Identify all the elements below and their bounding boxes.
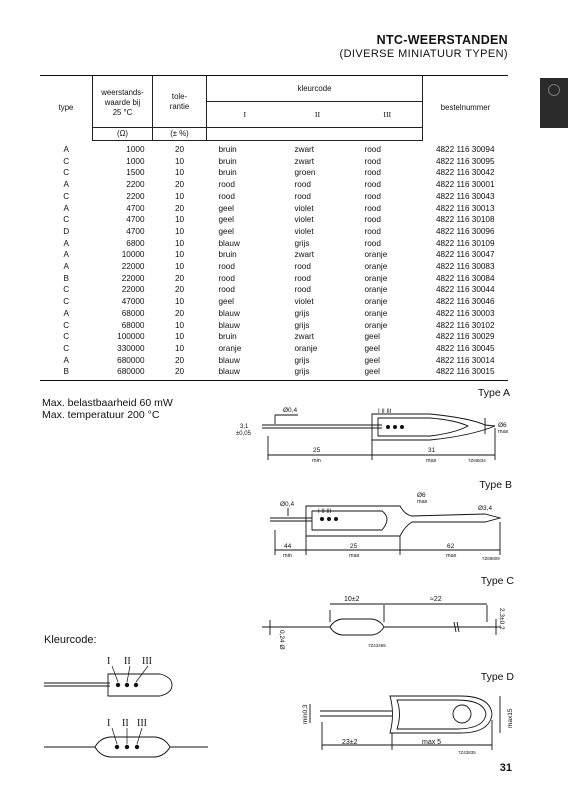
cell-c2: rood [294,273,311,283]
cell-tol: 10 [174,332,185,342]
cell-tol: 20 [174,180,185,190]
cell-tol: 20 [153,366,207,380]
cell-tol: 20 [174,145,185,154]
type-c-len2: ≈22 [430,596,442,603]
type-b-code: 7Z69809 [482,556,500,561]
cell-c2: rood [294,180,311,190]
cell-c1: rood [218,273,235,283]
cell-type: A [63,203,69,213]
cell-nr: 4822 116 30044 [435,285,495,295]
cell-nr: 4822 116 30102 [435,320,495,330]
cell-c1: bruin [218,332,237,342]
type-d-body [390,696,492,733]
type-a-code: 7Z69834 [468,458,486,463]
cell-value: 22000 [121,285,145,295]
cell-nr: 4822 116 30003 [435,308,495,318]
cell-nr: 4822 116 30045 [435,343,495,353]
cell-c2: violet [294,203,314,213]
type-a-thickness: 3,1 [240,424,249,430]
cell-tol: 10 [174,226,185,236]
cell-type: C [63,332,70,342]
cell-value: 4700 [126,226,145,236]
type-c-wire-dia: 0,24 Ø [278,630,285,650]
cell-c2: grijs [283,366,353,380]
cell-value: 2200 [126,191,145,201]
cell-tol: 20 [174,355,185,365]
cell-c3: oranje [364,320,388,330]
cell-c1: geel [218,215,234,225]
kleur-c-band-3: III [137,718,147,729]
cell-nr: 4822 116 30094 [435,144,495,154]
type-a-thickness-tol: ±0,05 [236,431,251,437]
type-a-body-dia: Ø6 [498,422,507,429]
tolerance-header-line: rantie [169,101,190,111]
cell-type: A [63,250,69,260]
cell-type: C [63,285,70,295]
resistance-header-line: 25 °C [112,108,133,117]
type-a-label: Type A [477,387,510,399]
kleur-c-dot [135,745,139,749]
cell-value: 22000 [121,262,145,272]
col-header-band-1: I [207,102,283,128]
cell-type: C [63,297,70,307]
cell-c1: oranje [218,343,242,353]
cell-value: 1000 [126,145,145,154]
col-header-type: type [40,76,93,141]
cell-value: 680000 [117,355,145,365]
spec-max-temp: Max. temperatuur 200 °C [42,409,160,421]
type-a-len2-q: max [426,458,437,464]
cell-c2: grijs [294,320,310,330]
cell-c2: zwart [294,250,315,260]
cell-c1: blauw [218,238,240,248]
type-a-inner [378,418,468,436]
type-a-wire-dia: Ø0,4 [283,407,298,414]
col-header-resistance-unit: (Ω) [93,128,153,141]
cell-tol: 10 [174,250,185,260]
cell-tol: 10 [174,156,185,166]
type-d-len1: 23±2 [342,739,358,746]
cell-c1: bruin [218,250,237,260]
kleur-a-band-3: III [142,656,152,667]
type-a-body-dia-q: max [498,429,509,435]
cell-nr: 4822 116 30047 [435,250,495,260]
cell-c3: geel [364,355,380,365]
cell-c3: rood [364,215,381,225]
cell-c1: bruin [218,168,237,178]
cell-c1: blauw [218,355,240,365]
type-d-len2: max 5 [422,739,442,746]
cell-tol: 20 [174,285,185,295]
type-b-dot [320,517,324,521]
cell-value: 1000 [126,156,145,166]
cell-value: 1500 [126,168,145,178]
cell-type: A [63,180,69,190]
cell-value: 10000 [121,250,145,260]
type-b-len2: 25 [350,543,358,550]
tolerance-header-line: tole- [171,91,188,101]
cell-tol: 10 [174,262,185,272]
cell-type: A [63,262,69,272]
type-d-width: max15 [507,708,514,728]
type-c-len1: 10±2 [344,596,360,603]
cell-type: C [63,156,70,166]
cell-c1: geel [218,297,234,307]
cell-value: 4700 [126,215,145,225]
cell-c3: geel [353,366,423,380]
cell-c3: rood [364,191,381,201]
cell-type: C [63,215,70,225]
cell-c2: oranje [294,343,318,353]
cell-value: 22000 [121,273,145,283]
cell-nr: 4822 116 30013 [435,203,495,213]
cell-type: B [40,366,93,380]
cell-c1: blauw [218,320,240,330]
cell-c1: rood [218,262,235,272]
kleur-c-band-1: I [107,718,111,729]
type-b-len3-q: max [446,553,457,559]
cell-c1: blauw [218,308,240,318]
cell-c1: rood [218,285,235,295]
cell-value: 68000 [121,308,145,318]
type-b-body [306,506,500,536]
kleur-c-dot [125,745,129,749]
cell-tol: 20 [174,273,185,283]
cell-c2: grijs [294,238,310,248]
type-a-len1: 25 [313,447,321,454]
cell-value: 330000 [117,343,145,353]
cell-value: 2200 [126,180,145,190]
cell-c3: rood [364,168,381,178]
cell-c3: oranje [364,308,388,318]
cell-c3: oranje [364,250,388,260]
type-b-dot [334,517,338,521]
cell-type: D [63,226,70,236]
cell-value: 680000 [93,366,153,380]
cell-c1: blauw [207,366,283,380]
cell-c1: rood [218,191,235,201]
cell-c2: zwart [294,332,315,342]
cell-value: 47000 [121,297,145,307]
cell-tol: 10 [174,297,185,307]
type-b-len1-q: min [283,553,292,559]
type-b-label: Type B [479,479,512,491]
cell-type: A [63,308,69,318]
cell-value: 68000 [121,320,145,330]
cell-c1: geel [218,203,234,213]
cell-c2: rood [294,262,311,272]
cell-c2: rood [294,191,311,201]
spec-max-power: Max. belastbaarheid 60 mW [42,397,173,409]
kleur-a-band-2: II [124,656,131,667]
type-d-disc [453,705,471,723]
page-subtitle: (DIVERSE MINIATUUR TYPEN) [339,48,508,60]
type-c-code: 7Z43465 [368,643,386,648]
type-a-len2: 31 [428,447,436,454]
type-d-wire-dia: min0,3 [302,704,309,724]
cell-tol: 10 [174,320,185,330]
cell-c2: grijs [294,308,310,318]
type-b-len2-q: max [349,553,360,559]
cell-c2: rood [294,285,311,295]
cell-c2: groen [294,168,316,178]
cell-tol: 10 [174,215,185,225]
cell-nr: 4822 116 30084 [435,273,495,283]
cell-c2: zwart [294,145,315,154]
cell-nr: 4822 116 30015 [423,366,509,380]
kleur-a-band-1: I [107,656,111,667]
kleurcode-label: Kleurcode: [44,634,97,646]
cell-tol: 10 [174,343,185,353]
cell-tol: 10 [174,238,185,248]
type-a-len1-q: min [312,458,321,464]
cell-nr: 4822 116 30029 [435,332,495,342]
cell-type: A [63,238,69,248]
cell-c3: oranje [364,285,388,295]
type-c-body-dia: 2,3±0,2 [498,608,505,630]
cell-c3: oranje [364,262,388,272]
type-b-len3: 62 [447,543,455,550]
cell-type: C [63,320,70,330]
type-b-body-dia: Ø6 [417,492,426,499]
cell-c3: rood [364,203,381,213]
cell-nr: 4822 116 30043 [435,191,495,201]
kleur-c-band-2: II [122,718,129,729]
cell-tol: 10 [174,168,185,178]
type-a-band-label: I II III [378,409,392,415]
kleur-c-body [95,737,170,757]
kleur-c-pointer [112,728,117,744]
cell-nr: 4822 116 30046 [435,297,495,307]
col-header-ordernumber: bestelnummer [423,76,509,141]
resistance-header-line: weerstands- [101,88,144,97]
cell-nr: 4822 116 30095 [435,156,495,166]
cell-tol: 20 [174,203,185,213]
cell-c1: bruin [218,145,237,154]
type-a-dot [400,425,404,429]
type-b-lead-dia: Ø3,4 [478,505,493,512]
cell-nr: 4822 116 30014 [435,355,495,365]
type-b-dot [327,517,331,521]
type-a-dot [386,425,390,429]
type-b-band-label: I II III [318,509,332,515]
cell-c2: violet [294,297,314,307]
cell-value: 4700 [126,203,145,213]
cell-c2: violet [294,215,314,225]
cell-c2: grijs [294,355,310,365]
cell-c3: oranje [364,297,388,307]
page-title: NTC-WEERSTANDEN [376,33,508,47]
type-b-wire-dia: Ø0,4 [280,501,295,508]
cell-c3: rood [364,156,381,166]
resistance-header-line: waarde bij [104,98,141,107]
cell-c3: rood [364,180,381,190]
cell-type: C [63,343,70,353]
type-c-label: Type C [480,575,514,587]
cell-type: C [63,168,70,178]
col-header-colorcode: kleurcode [207,76,423,102]
type-b-body-dia-q: max [417,499,428,505]
type-d-code: 7Z43835 [458,750,476,755]
cell-c3: rood [364,145,381,154]
col-header-band-2: II [283,102,353,128]
cell-tol: 10 [174,191,185,201]
cell-type: C [63,191,70,201]
cell-type: A [63,355,69,365]
kleur-a-dot [125,683,129,687]
cell-type: B [63,273,69,283]
cell-c3: geel [364,343,380,353]
kleur-a-dot [116,683,120,687]
cell-value: 100000 [117,332,145,342]
cell-nr: 4822 116 30108 [435,215,495,225]
cell-c2: violet [294,226,314,236]
cell-tol: 20 [174,308,185,318]
cell-nr: 4822 116 30083 [435,262,495,272]
cell-value: 6800 [126,238,145,248]
cell-nr: 4822 116 30109 [435,238,495,248]
type-c-body [330,619,384,635]
cell-c2: zwart [294,156,315,166]
cell-c3: geel [364,332,380,342]
cell-nr: 4822 116 30001 [435,180,495,190]
kleur-a-dot [134,683,138,687]
kleur-c-pointer [137,728,142,744]
cell-c1: bruin [218,156,237,166]
col-header-tolerance-unit: (± %) [153,128,207,141]
type-a-dot [393,425,397,429]
type-b-len1: 44 [284,543,292,550]
col-header-band-3: III [353,102,423,128]
cell-nr: 4822 116 30096 [435,226,495,236]
cell-c3: oranje [364,273,388,283]
page-number: 31 [499,762,512,774]
cell-c1: geel [218,226,234,236]
cell-type: A [63,144,69,154]
type-d-label: Type D [480,671,514,683]
cell-c3: rood [364,238,381,248]
cell-nr: 4822 116 30042 [435,168,495,178]
cell-c1: rood [218,180,235,190]
cell-c3: rood [364,226,381,236]
kleur-c-dot [115,745,119,749]
type-d-inner [397,700,486,729]
